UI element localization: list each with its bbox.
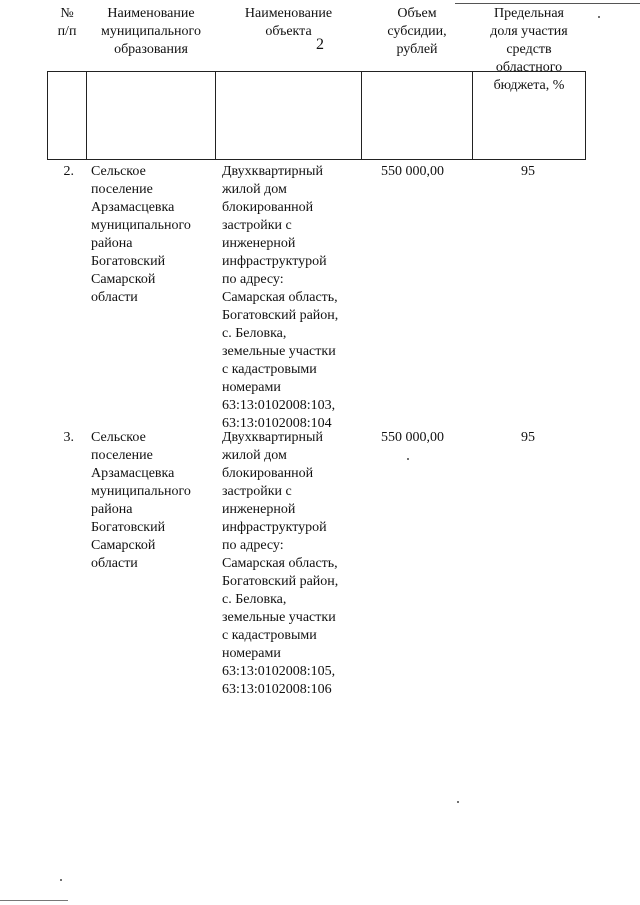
row-subsidy: 550 000,00	[381, 430, 444, 445]
row-object: Двухквартирный жилой дом блокированной застройки с инженерной инфраструктурой по адресу: Самарская область, Богатовский район, с. Беловка, земельные участки с кадастровыми номерами 63:13:0102008:103, 63:13:0102008:104	[222, 164, 339, 431]
column-divider	[361, 72, 362, 159]
row-subsidy: 550 000,00	[381, 164, 444, 179]
page-number: 2	[316, 36, 324, 53]
row-number: 3.	[63, 430, 74, 445]
scan-speck	[407, 458, 409, 460]
header-number: № п/п	[57, 6, 77, 39]
header-subsidy: Объем субсидии, рублей	[387, 6, 447, 57]
scan-speck	[598, 16, 600, 18]
scan-speck	[60, 879, 62, 881]
row-object: Двухквартирный жилой дом блокированной застройки с инженерной инфраструктурой по адресу: Самарская область, Богатовский район, с. Беловка, земельные участки с кадастровыми номерами 63:13:0102008:105, 63:13:0102008:106	[222, 430, 339, 697]
header-municipality: Наименование муниципального образования	[101, 6, 201, 57]
row-municipality: Сельское поселение Арзамасцевка муниципального района Богатовский Самарской области	[91, 164, 191, 305]
column-divider	[86, 72, 87, 159]
row-municipality: Сельское поселение Арзамасцевка муниципального района Богатовский Самарской области	[91, 430, 191, 571]
row-share: 95	[521, 164, 535, 179]
header-object: Наименование объекта	[244, 6, 333, 39]
row-number: 2.	[63, 164, 74, 179]
scan-speck	[457, 801, 459, 803]
scan-edge-line	[0, 900, 68, 901]
row-share: 95	[521, 430, 535, 445]
scan-edge-line	[455, 3, 640, 4]
column-divider	[215, 72, 216, 159]
header-share: Предельная доля участия средств областного бюджета, %	[490, 6, 568, 93]
